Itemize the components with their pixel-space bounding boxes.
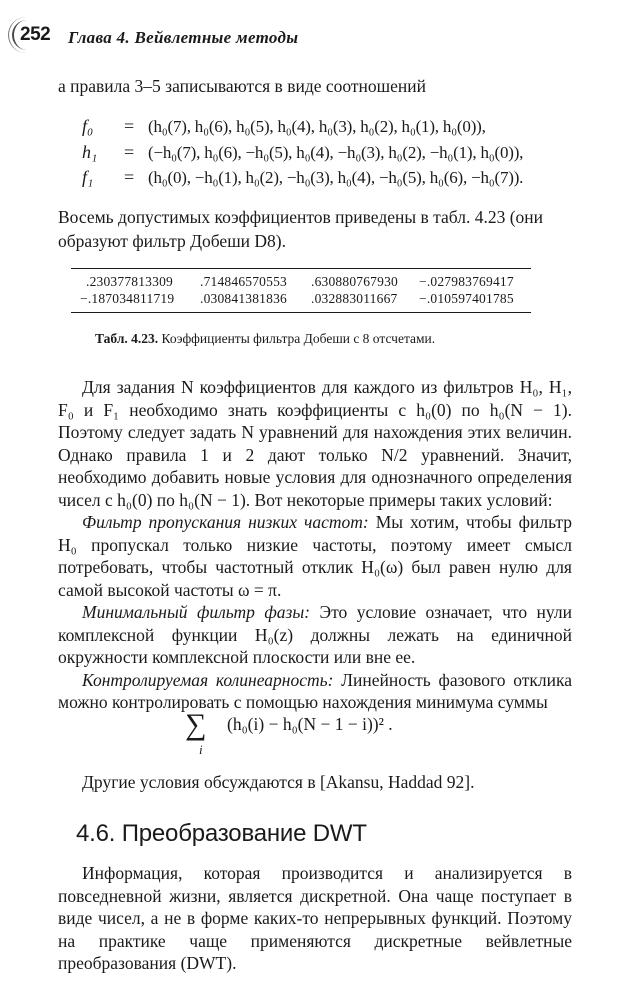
- condition-text: Это условие означает, что нули комплексной функции H₀(z) должны лежать на единичной окружности комплексной плоскости или вне ее.: [58, 602, 572, 667]
- condition-text: Линейность фазового отклика можно контролировать с помощью нахождения минимума суммы: [58, 669, 572, 712]
- equation-lhs: h₁: [82, 142, 98, 162]
- sigma-symbol: ∑: [185, 708, 207, 741]
- table-cell: −.187034811719: [80, 291, 175, 306]
- paragraph-line: Восемь допустимых коэффициентов приведены в табл. 4.23 (они: [58, 207, 544, 227]
- table-cell: .714846570553: [200, 274, 287, 289]
- page-number: 252: [20, 24, 51, 45]
- condition-term: Минимальный фильтр фазы:: [82, 602, 311, 622]
- table-caption-text: Коэффициенты фильтра Добеши с 8 отсчетами.: [161, 331, 436, 346]
- paragraph: Для задания N коэффициентов для каждого из фильтров H₀, H₁, F₀ и F₁ необходимо знать коэффициенты с h₀(0) по h₀(N − 1). Поэтому следует задать N уравнений для нахождения этих величин. Однако правила 1 и 2 дают только N/2 уравнений. Значит, необходимо добавить новые условия для однозначного определения чисел с h₀(0) по h₀(N − 1). Вот некоторые примеры таких условий:: [58, 377, 572, 510]
- condition-term: Контролируемая колинеарность:: [82, 669, 334, 690]
- table-cell: −.027983769417: [419, 274, 514, 289]
- table-cell: .030841381836: [200, 291, 287, 306]
- paragraph-line: образуют фильтр Добеши D8).: [58, 231, 287, 251]
- table-top-rule: [71, 268, 531, 269]
- section-title: 4.6. Преобразование DWT: [76, 820, 367, 847]
- equation-rhs: (h₀(7), h₀(6), h₀(5), h₀(4), h₀(3), h₀(2), h₀(1), h₀(0)),: [148, 117, 486, 136]
- table-caption: [95, 331, 435, 347]
- body-text-block: [58, 862, 572, 975]
- body-text-block: [58, 376, 572, 714]
- table-caption-label: Табл. 4.23.: [95, 331, 159, 346]
- condition-text: Мы хотим, чтобы фильтр H₀ пропускал только низкие частоты, поэтому имеет смысл потребовать, чтобы частотный отклик H₀(ω) был равен нулю для самой высокой частоты ω = π.: [58, 512, 572, 600]
- condition-term: Фильтр пропускания низких частот:: [82, 512, 369, 532]
- equation-sign: =: [124, 142, 135, 162]
- chapter-header: Глава 4. Вейвлетные методы: [68, 28, 299, 47]
- equation-lhs: f₁: [82, 167, 94, 187]
- table-cell: .630880767930: [311, 274, 398, 289]
- condition-paragraph: [58, 511, 572, 601]
- table-cell: −.010597401785: [419, 291, 514, 306]
- equation-rhs: (h₀(0), −h₀(1), h₀(2), −h₀(3), h₀(4), −h₀(5), h₀(6), −h₀(7)).: [148, 168, 524, 187]
- sum-index: i: [199, 742, 203, 757]
- condition-paragraph: [58, 669, 572, 714]
- equation-rhs: (−h₀(7), h₀(6), −h₀(5), h₀(4), −h₀(3), h₀(2), −h₀(1), h₀(0)),: [148, 143, 524, 162]
- equation-sign: =: [124, 116, 135, 136]
- sum-expression: (h₀(i) − h₀(N − 1 − i))² .: [227, 714, 393, 734]
- paragraph: Информация, которая производится и анализируется в повседневной жизни, является дискретной. Она чаще поступает в виде чисел, а не в форме каких-то непрерывных функций. Поэтому на практике чаще применяются дискретные вейвлетные преобразования (DWT).: [58, 863, 572, 973]
- equation-lhs: f₀: [82, 116, 94, 136]
- table-bottom-rule: [71, 312, 531, 313]
- intro-line: а правила 3–5 записываются в виде соотношений: [58, 76, 427, 96]
- table-cell: .032883011667: [311, 291, 398, 306]
- table-cell: .230377813309: [86, 274, 173, 289]
- paragraph: Другие условия обсуждаются в [Akansu, Haddad 92].: [82, 772, 475, 792]
- condition-paragraph: [58, 601, 572, 669]
- equation-sign: =: [124, 167, 135, 187]
